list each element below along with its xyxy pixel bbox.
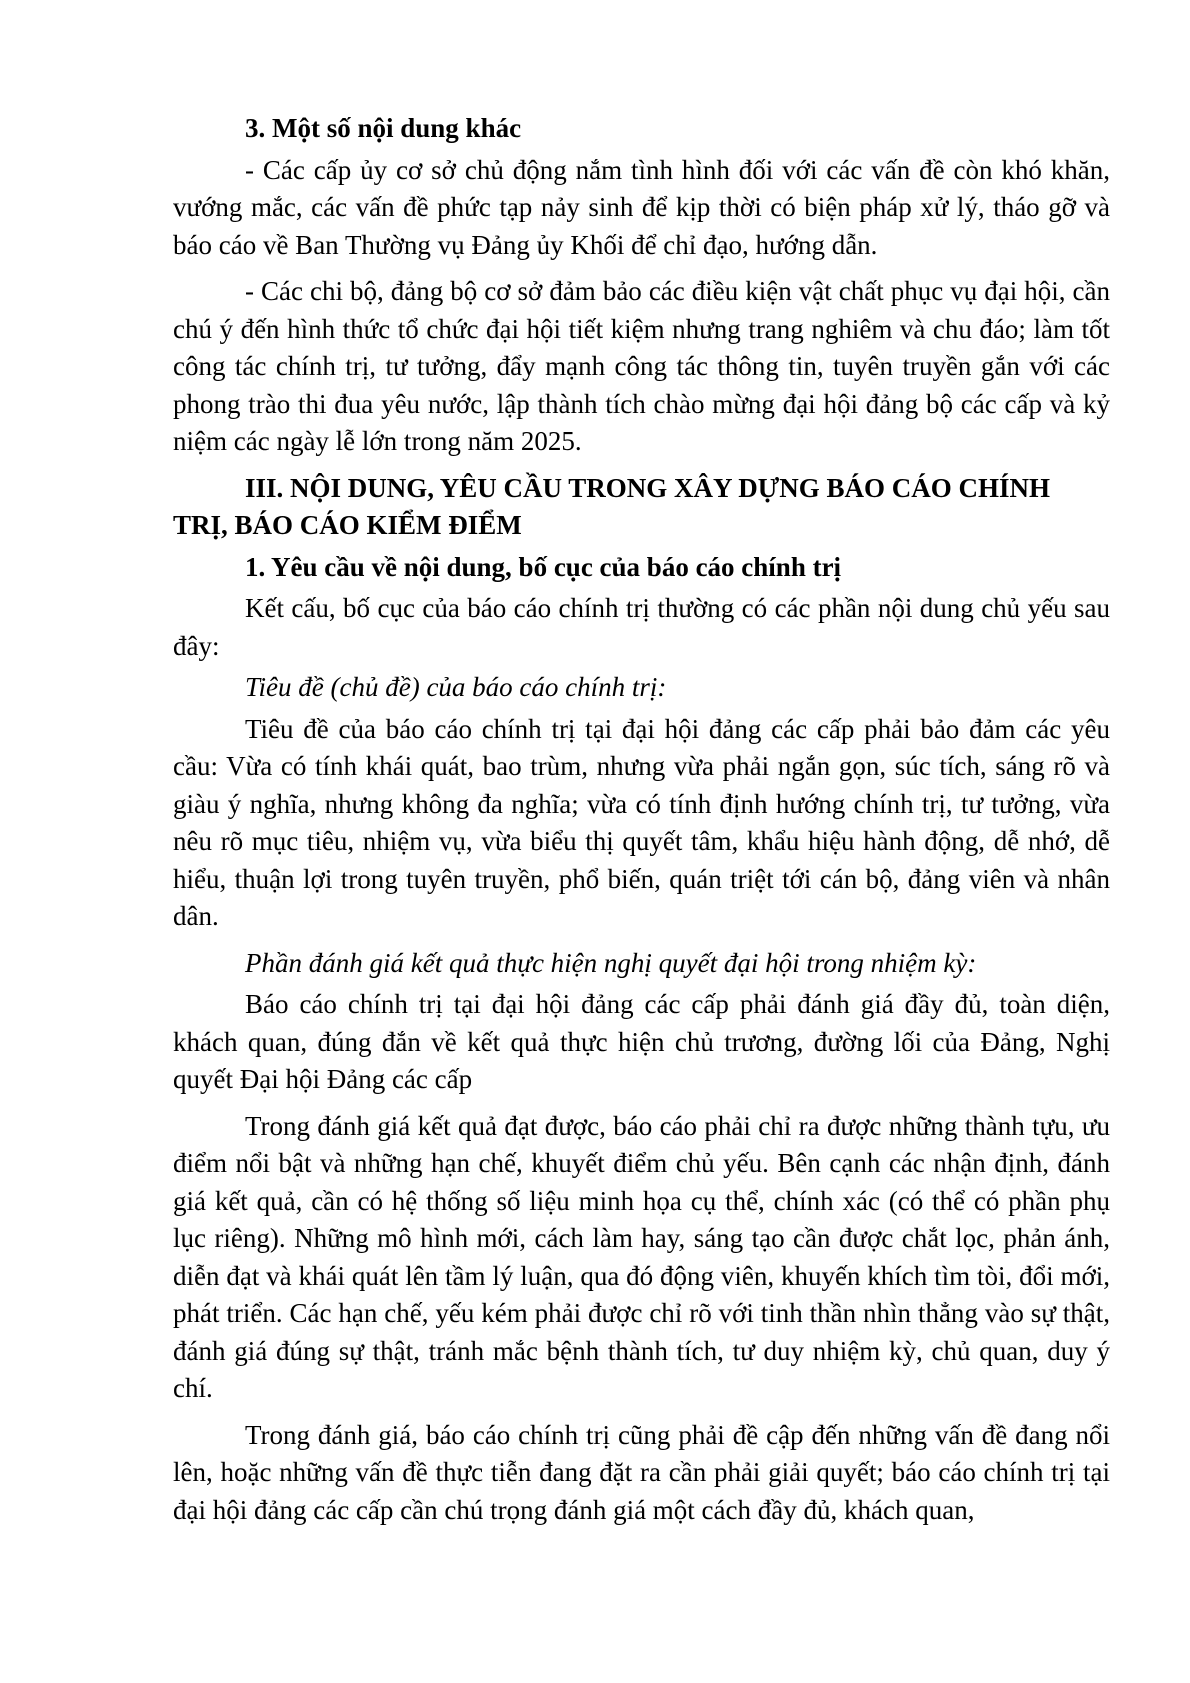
paragraph: - Các cấp ủy cơ sở chủ động nắm tình hình đối với các vấn đề còn khó khăn, vướng mắc, các vấn đề phức tạp nảy sinh để kịp thời có biện pháp xử lý, tháo gỡ và báo cáo về Ban Thường vụ Đảng ủy Khối để chỉ đạo, hướng dẫn. [173,154,1110,260]
italic-subheading: Phần đánh giá kết quả thực hiện nghị quyết đại hội trong nhiệm kỳ: [245,947,977,978]
paragraph: Báo cáo chính trị tại đại hội đảng các cấp phải đánh giá đầy đủ, toàn diện, khách quan, đúng đắn về kết quả thực hiện chủ trương, đường lối của Đảng, Nghị quyết Đại hội Đảng các cấp [173,989,1110,1094]
subsection-heading-1: 1. Yêu cầu về nội dung, bố cục của báo cáo chính trị [245,551,842,582]
paragraph: Trong đánh giá kết quả đạt được, báo cáo phải chỉ ra được những thành tựu, ưu điểm nổi bật và những hạn chế, khuyết điểm chủ yếu. Bên cạnh các nhận định, đánh giá kết quả, cần có hệ thống số liệu minh họa cụ thể, chính xác (có thể có phần phụ lục riêng). Những mô hình mới, cách làm hay, sáng tạo cần được chắt lọc, phản ánh, diễn đạt và khái quát lên tầm lý luận, qua đó động viên, khuyến khích tìm tòi, đổi mới, phát triển. Các hạn chế, yếu kém phải được chỉ rõ với tinh thần nhìn thẳng vào sự thật, đánh giá đúng sự thật, tránh mắc bệnh thành tích, tư duy nhiệm kỳ, chủ quan, duy ý chí. [173,1110,1110,1403]
paragraph: Trong đánh giá, báo cáo chính trị cũng phải đề cập đến những vấn đề đang nổi lên, hoặc những vấn đề thực tiễn đang đặt ra cần phải giải quyết; báo cáo chính trị tại đại hội đảng các cấp cần chú trọng đánh giá một cách đầy đủ, khách quan, [173,1419,1110,1525]
paragraph: - Các chi bộ, đảng bộ cơ sở đảm bảo các điều kiện vật chất phục vụ đại hội, cần chú ý đến hình thức tổ chức đại hội tiết kiệm nhưng trang nghiêm và chu đáo; làm tốt công tác chính trị, tư tưởng, đẩy mạnh công tác thông tin, tuyên truyền gắn với các phong trào thi đua yêu nước, lập thành tích chào mừng đại hội đảng bộ các cấp và kỷ niệm các ngày lễ lớn trong năm 2025. [173,276,1110,456]
document-body [173,110,1110,1533]
section-heading-3: 3. Một số nội dung khác [245,113,522,143]
paragraph: Kết cấu, bố cục của báo cáo chính trị thường có các phần nội dung chủ yếu sau đây: [173,593,1110,661]
section-heading-iii: III. NỘI DUNG, YÊU CẦU TRONG XÂY DỰNG BÁO CÁO CHÍNH TRỊ, BÁO CÁO KIỂM ĐIỂM [173,472,1051,540]
paragraph: Tiêu đề của báo cáo chính trị tại đại hội đảng các cấp phải bảo đảm các yêu cầu: Vừa có tính khái quát, bao trùm, nhưng vừa phải ngắn gọn, súc tích, sáng rõ và giàu ý nghĩa, nhưng không đa nghĩa; vừa có tính định hướng chính trị, tư tưởng, vừa nêu rõ mục tiêu, nhiệm vụ, vừa biểu thị quyết tâm, khẩu hiệu hành động, dễ nhớ, dễ hiểu, thuận lợi trong tuyên truyền, phổ biến, quán triệt tới cán bộ, đảng viên và nhân dân. [173,713,1110,931]
italic-subheading: Tiêu đề (chủ đề) của báo cáo chính trị: [245,672,667,702]
